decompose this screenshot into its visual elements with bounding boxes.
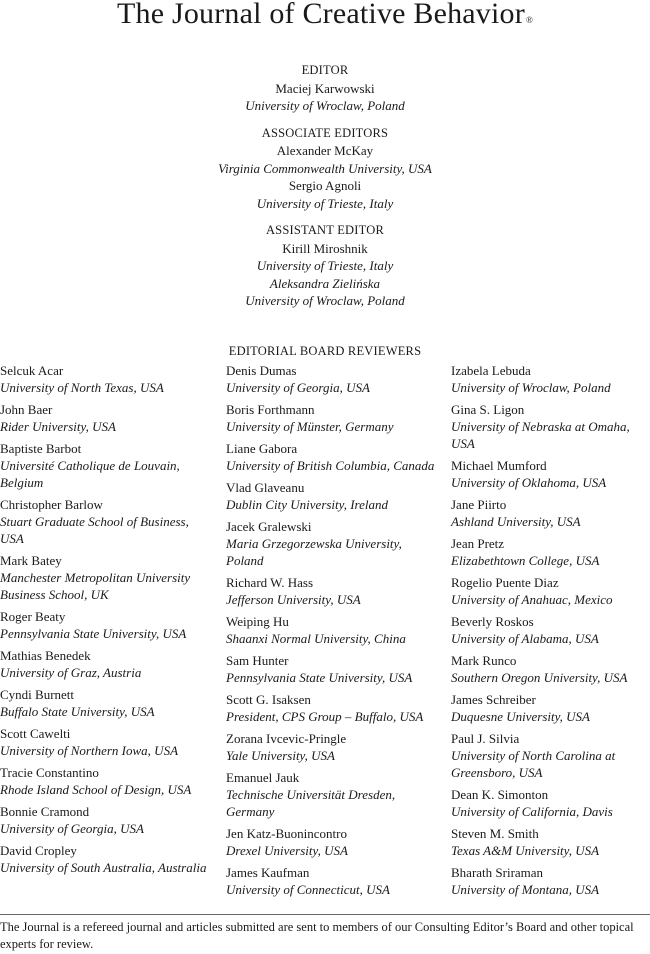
reviewer-affiliation: Texas A&M University, USA bbox=[451, 843, 600, 858]
reviewer-affiliation: Drexel University, USA bbox=[226, 843, 348, 858]
reviewer-affiliation: University of North Texas, USA bbox=[0, 380, 164, 395]
reviewer-entry bbox=[451, 825, 650, 859]
reviewer-name: Mathias Benedek bbox=[0, 648, 91, 663]
reviewer-affiliation: Buffalo State University, USA bbox=[0, 704, 155, 719]
reviewer-entry bbox=[0, 401, 210, 435]
reviewer-name: Izabela Lebuda bbox=[451, 363, 531, 378]
reviewer-name: John Baer bbox=[0, 402, 53, 417]
associate-editor-name: Alexander McKay bbox=[276, 143, 374, 158]
reviewer-entry bbox=[451, 496, 650, 530]
reviewer-entry bbox=[0, 803, 210, 837]
reviewer-entry bbox=[226, 479, 438, 513]
reviewer-entry bbox=[451, 362, 650, 396]
reviewer-name: James Schreiber bbox=[451, 692, 536, 707]
assistant-editor-line: Aleksandra Zielińska bbox=[269, 275, 381, 291]
reviewer-entry bbox=[0, 842, 210, 876]
reviewer-name: Gina S. Ligon bbox=[451, 402, 525, 417]
reviewer-affiliation: Dublin City University, Ireland bbox=[226, 497, 388, 512]
reviewer-affiliation: Elizabethtown College, USA bbox=[451, 553, 600, 568]
reviewer-entry bbox=[0, 440, 210, 491]
reviewer-entry bbox=[226, 825, 438, 859]
reviewer-affiliation: Pennsylvania State University, USA bbox=[0, 626, 187, 641]
reviewer-name: Weiping Hu bbox=[226, 614, 289, 629]
reviewer-affiliation: University of Graz, Austria bbox=[0, 665, 142, 680]
reviewer-affiliation: University of Anahuac, Mexico bbox=[451, 592, 613, 607]
reviewer-name: Tracie Constantino bbox=[0, 765, 99, 780]
reviewer-name: Selcuk Acar bbox=[0, 363, 64, 378]
reviewer-name: Mark Runco bbox=[451, 653, 517, 668]
assistant-editor-name: Kirill Miroshnik bbox=[282, 240, 368, 256]
reviewer-affiliation: University of British Columbia, Canada bbox=[226, 458, 435, 473]
reviewer-name: Bharath Sriraman bbox=[451, 865, 544, 880]
reviewer-name: Jacek Gralewski bbox=[226, 519, 312, 534]
reviewer-entry bbox=[451, 864, 650, 898]
reviewer-entry bbox=[451, 786, 650, 820]
associate-editor-affiliation: University of Trieste, Italy bbox=[256, 195, 394, 211]
editor-block bbox=[0, 62, 650, 115]
reviewer-affiliation: University of Oklahoma, USA bbox=[451, 475, 607, 490]
reviewer-affiliation: Maria Grzegorzewska University, Poland bbox=[226, 536, 402, 568]
reviewer-entry bbox=[226, 864, 438, 898]
associate-editor-affiliation: Virginia Commonwealth University, USA bbox=[218, 160, 432, 176]
reviewer-entry bbox=[451, 574, 650, 608]
reviewer-column-3 bbox=[451, 362, 650, 903]
reviewer-affiliation: Southern Oregon University, USA bbox=[451, 670, 628, 685]
reviewer-affiliation: Rider University, USA bbox=[0, 419, 116, 434]
reviewer-name: Steven M. Smith bbox=[451, 826, 539, 841]
associate-editors-block bbox=[0, 125, 650, 213]
reviewer-entry bbox=[226, 652, 438, 686]
reviewer-affiliation: University of Wroclaw, Poland bbox=[451, 380, 611, 395]
reviewer-affiliation: University of Nebraska at Omaha, USA bbox=[451, 419, 630, 451]
editor-role: EDITOR bbox=[301, 63, 349, 77]
reviewer-name: Jean Pretz bbox=[451, 536, 505, 551]
reviewer-affiliation: University of North Carolina at Greensboro, USA bbox=[451, 748, 616, 780]
reviewer-entry bbox=[226, 730, 438, 764]
assistant-editor-block bbox=[0, 222, 650, 310]
reviewer-affiliation: Stuart Graduate School of Business, USA bbox=[0, 514, 189, 546]
reviewer-affiliation: Shaanxi Normal University, China bbox=[226, 631, 406, 646]
reviewer-name: Rogelio Puente Diaz bbox=[451, 575, 559, 590]
reviewer-entry bbox=[226, 769, 438, 820]
reviewer-name: Cyndi Burnett bbox=[0, 687, 75, 702]
reviewer-affiliation: President, CPS Group – Buffalo, USA bbox=[226, 709, 424, 724]
reviewer-name: James Kaufman bbox=[226, 865, 310, 880]
reviewer-name: Paul J. Silvia bbox=[451, 731, 520, 746]
reviewer-affiliation: University of Northern Iowa, USA bbox=[0, 743, 179, 758]
reviewer-name: Emanuel Jauk bbox=[226, 770, 300, 785]
reviewer-affiliation: Duquesne University, USA bbox=[451, 709, 591, 724]
reviewer-name: Beverly Roskos bbox=[451, 614, 534, 629]
reviewer-entry bbox=[451, 613, 650, 647]
reviewer-entry bbox=[451, 457, 650, 491]
reviewer-name: David Cropley bbox=[0, 843, 77, 858]
reviewer-affiliation: Technische Universität Dresden, Germany bbox=[226, 787, 396, 819]
assistant-editor-role: ASSISTANT EDITOR bbox=[265, 223, 385, 237]
reviewer-entry bbox=[226, 613, 438, 647]
reviewer-column-2 bbox=[226, 362, 438, 903]
masthead bbox=[0, 62, 650, 320]
reviewer-entry bbox=[226, 440, 438, 474]
reviewer-name: Sam Hunter bbox=[226, 653, 289, 668]
reviewer-entry bbox=[226, 401, 438, 435]
reviewer-affiliation: University of Georgia, USA bbox=[0, 821, 144, 836]
reviewer-name: Jen Katz-Buonincontro bbox=[226, 826, 347, 841]
reviewer-entry bbox=[226, 691, 438, 725]
reviewer-affiliation: University of Münster, Germany bbox=[226, 419, 394, 434]
reviewer-affiliation: Manchester Metropolitan University Business School, UK bbox=[0, 570, 191, 602]
reviewer-entry bbox=[226, 518, 438, 569]
reviewer-entry bbox=[451, 652, 650, 686]
reviewer-name: Scott G. Isaksen bbox=[226, 692, 311, 707]
reviewer-affiliation: University of Alabama, USA bbox=[451, 631, 599, 646]
reviewer-name: Roger Beaty bbox=[0, 609, 66, 624]
reviewer-name: Boris Forthmann bbox=[226, 402, 315, 417]
reviewer-name: Liane Gabora bbox=[226, 441, 298, 456]
reviewer-entry bbox=[0, 725, 210, 759]
reviewer-name: Baptiste Barbot bbox=[0, 441, 82, 456]
reviewer-column-1 bbox=[0, 362, 210, 881]
reviewer-affiliation: University of Montana, USA bbox=[451, 882, 600, 897]
footer-note: The Journal is a refereed journal and articles submitted are sent to members of our Consulting Editor’s Board and other topical experts for review. bbox=[0, 920, 634, 951]
footer-divider bbox=[0, 914, 650, 915]
reviewer-entry bbox=[451, 730, 650, 781]
assistant-editor-line: University of Wroclaw, Poland bbox=[245, 293, 405, 308]
reviewer-entry bbox=[0, 764, 210, 798]
journal-title bbox=[0, 0, 650, 34]
board-heading: EDITORIAL BOARD REVIEWERS bbox=[228, 344, 422, 358]
reviewer-name: Michael Mumford bbox=[451, 458, 547, 473]
reviewer-affiliation: Pennsylvania State University, USA bbox=[226, 670, 413, 685]
reviewer-entry bbox=[0, 496, 210, 547]
reviewer-entry bbox=[0, 362, 210, 396]
associate-editors-role: ASSOCIATE EDITORS bbox=[261, 125, 389, 140]
reviewer-affiliation: University of South Australia, Australia bbox=[0, 860, 207, 875]
reviewer-affiliation: Rhode Island School of Design, USA bbox=[0, 782, 192, 797]
reviewer-affiliation: University of California, Davis bbox=[451, 804, 613, 819]
reviewer-affiliation: University of Connecticut, USA bbox=[226, 882, 390, 897]
reviewer-name: Vlad Glaveanu bbox=[226, 480, 305, 495]
reviewer-name: Bonnie Cramond bbox=[0, 804, 90, 819]
reviewer-affiliation: Yale University, USA bbox=[226, 748, 335, 763]
reviewer-affiliation: University of Georgia, USA bbox=[226, 380, 370, 395]
reviewer-name: Christopher Barlow bbox=[0, 497, 103, 512]
reviewer-entry bbox=[451, 535, 650, 569]
reviewer-name: Richard W. Hass bbox=[226, 575, 314, 590]
editor-name: Maciej Karwowski bbox=[275, 80, 375, 96]
reviewer-entry bbox=[0, 608, 210, 642]
associate-editor-name: Sergio Agnoli bbox=[288, 178, 362, 193]
reviewer-entry bbox=[226, 362, 438, 396]
reviewer-entry bbox=[451, 401, 650, 452]
reviewer-name: Dean K. Simonton bbox=[451, 787, 549, 802]
reviewer-entry bbox=[226, 574, 438, 608]
reviewer-entry bbox=[0, 552, 210, 603]
reviewer-affiliation: Université Catholique de Louvain, Belgium bbox=[0, 458, 180, 490]
reviewer-affiliation: Ashland University, USA bbox=[451, 514, 581, 529]
reviewer-entry bbox=[0, 647, 210, 681]
reviewer-name: Denis Dumas bbox=[226, 363, 297, 378]
assistant-editor-line: University of Trieste, Italy bbox=[256, 258, 394, 273]
reviewer-name: Zorana Ivcevic-Pringle bbox=[226, 731, 347, 746]
reviewer-name: Mark Batey bbox=[0, 553, 62, 568]
reviewer-name: Jane Piirto bbox=[451, 497, 507, 512]
reviewer-name: Scott Cawelti bbox=[0, 726, 71, 741]
registered-mark: ® bbox=[525, 15, 533, 25]
journal-title-text: The Journal of Creative Behavior bbox=[117, 0, 525, 30]
reviewer-affiliation: Jefferson University, USA bbox=[226, 592, 361, 607]
reviewer-entry bbox=[451, 691, 650, 725]
reviewer-entry bbox=[0, 686, 210, 720]
editor-affiliation: University of Wroclaw, Poland bbox=[245, 98, 405, 113]
